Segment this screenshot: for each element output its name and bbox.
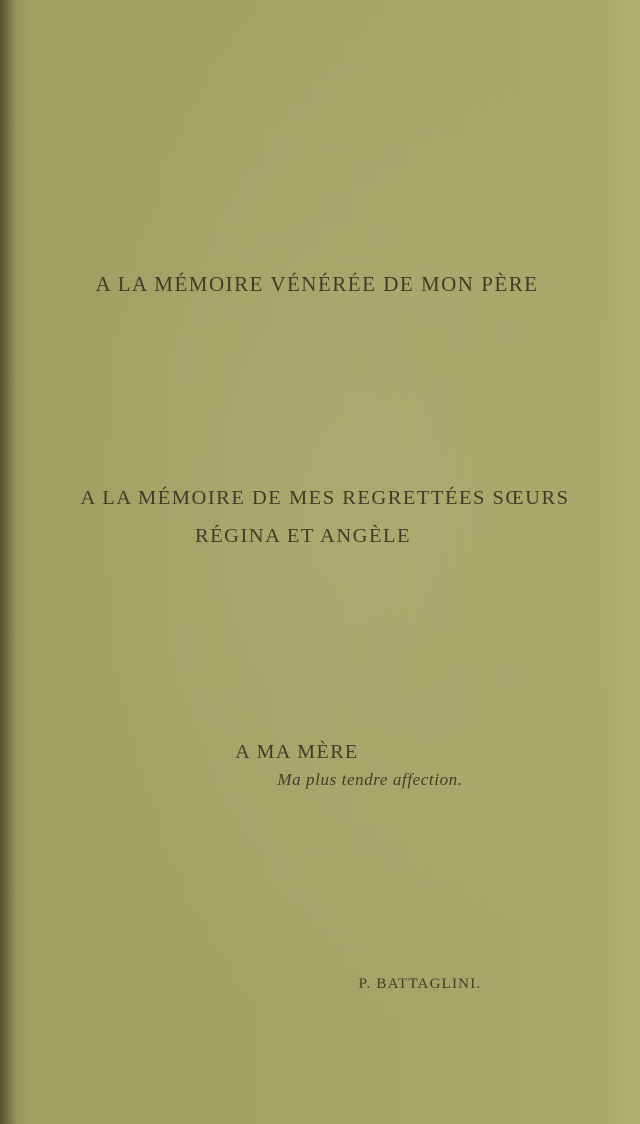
dedication-father: A LA MÉMOIRE VÉNÉRÉE DE MON PÈRE xyxy=(95,272,539,296)
author-signature: P. BATTAGLINI. xyxy=(358,976,482,992)
dedication-sisters-line-1: A LA MÉMOIRE DE MES REGRETTÉES SŒURS xyxy=(80,487,570,509)
dedication-mother-subtitle: Ma plus tendre affection. xyxy=(277,770,463,789)
dedication-mother: A MA MÈRE xyxy=(235,741,359,763)
binding-edge xyxy=(0,0,16,1124)
dedication-sisters-line-2: RÉGINA ET ANGÈLE xyxy=(194,525,412,547)
